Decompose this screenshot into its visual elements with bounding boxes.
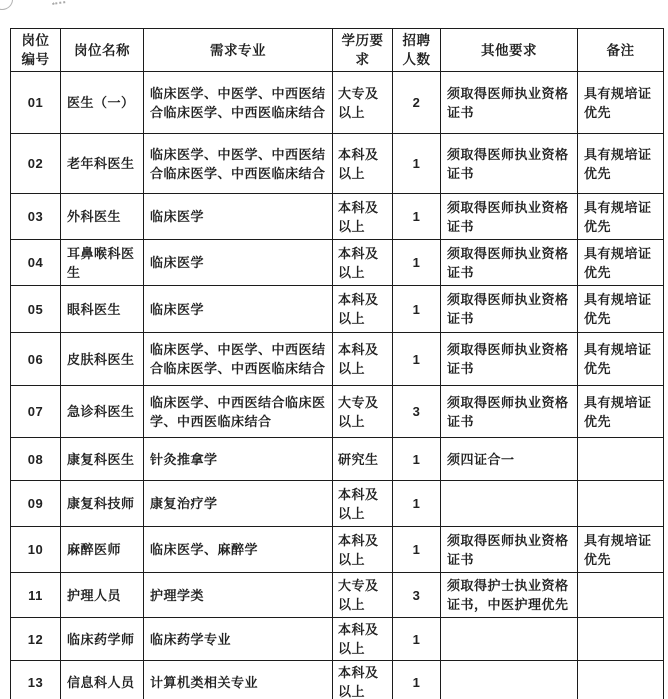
table-row — [11, 438, 664, 481]
cell-id: 10 — [11, 527, 61, 573]
cell-id: 01 — [11, 72, 61, 134]
cell-major: 临床医学 — [144, 240, 333, 286]
cell-major: 临床医学、麻醉学 — [144, 527, 333, 573]
cell-note — [578, 618, 664, 661]
cell-name: 老年科医生 — [61, 134, 144, 194]
cell-name: 医生（一） — [61, 72, 144, 134]
cell-id: 07 — [11, 386, 61, 438]
cell-other — [441, 481, 578, 527]
cell-name: 眼科医生 — [61, 286, 144, 333]
cell-other: 须取得医师执业资格证书 — [441, 134, 578, 194]
cell-other: 须取得医师执业资格证书 — [441, 333, 578, 386]
cell-note: 具有规培证优先 — [578, 194, 664, 240]
cell-id: 04 — [11, 240, 61, 286]
cell-name: 急诊科医生 — [61, 386, 144, 438]
table-row — [11, 72, 664, 134]
cell-count: 1 — [393, 438, 441, 481]
cell-note: 具有规培证优先 — [578, 72, 664, 134]
cell-major: 护理学类 — [144, 573, 333, 618]
cell-id: 05 — [11, 286, 61, 333]
cell-name: 康复科技师 — [61, 481, 144, 527]
cell-major: 临床药学专业 — [144, 618, 333, 661]
cell-count: 1 — [393, 286, 441, 333]
table-row — [11, 386, 664, 438]
cell-name: 麻醉医师 — [61, 527, 144, 573]
table-header-row — [11, 29, 664, 72]
cropped-mark-artifact — [52, 0, 66, 5]
cell-note — [578, 573, 664, 618]
cell-name: 护理人员 — [61, 573, 144, 618]
cell-id: 08 — [11, 438, 61, 481]
cell-major: 临床医学 — [144, 194, 333, 240]
cell-major: 康复治疗学 — [144, 481, 333, 527]
table-row — [11, 661, 664, 699]
cell-note: 具有规培证优先 — [578, 386, 664, 438]
cell-other: 须取得医师执业资格证书 — [441, 240, 578, 286]
cell-note — [578, 661, 664, 699]
cell-major: 临床医学、中医学、中西医结合临床医学、中西医临床结合 — [144, 72, 333, 134]
column-header-count: 招聘人数 — [393, 29, 441, 72]
cell-other: 须取得医师执业资格证书 — [441, 286, 578, 333]
cell-major: 针灸推拿学 — [144, 438, 333, 481]
column-header-other: 其他要求 — [441, 29, 578, 72]
column-header-id: 岗位编号 — [11, 29, 61, 72]
cell-major: 计算机类相关专业 — [144, 661, 333, 699]
cell-count: 1 — [393, 240, 441, 286]
cell-count: 3 — [393, 386, 441, 438]
cell-other: 须取得护士执业资格证书，中医护理优先 — [441, 573, 578, 618]
column-header-note: 备注 — [578, 29, 664, 72]
cell-name: 皮肤科医生 — [61, 333, 144, 386]
cell-id: 13 — [11, 661, 61, 699]
table-row — [11, 333, 664, 386]
cell-name: 耳鼻喉科医生 — [61, 240, 144, 286]
cell-other — [441, 661, 578, 699]
cell-count: 1 — [393, 134, 441, 194]
cell-note: 具有规培证优先 — [578, 286, 664, 333]
cell-other — [441, 618, 578, 661]
cell-id: 12 — [11, 618, 61, 661]
table-row — [11, 618, 664, 661]
cell-education: 本科及以上 — [333, 618, 393, 661]
cell-name: 康复科医生 — [61, 438, 144, 481]
cell-count: 1 — [393, 661, 441, 699]
cell-count: 1 — [393, 527, 441, 573]
cell-other: 须取得医师执业资格证书 — [441, 386, 578, 438]
cell-education: 大专及以上 — [333, 386, 393, 438]
cell-note: 具有规培证优先 — [578, 134, 664, 194]
cell-count: 1 — [393, 481, 441, 527]
cell-education: 本科及以上 — [333, 333, 393, 386]
table-row — [11, 134, 664, 194]
table-body — [11, 72, 664, 699]
cell-note: 具有规培证优先 — [578, 527, 664, 573]
table-header — [11, 29, 664, 72]
cell-education: 大专及以上 — [333, 72, 393, 134]
cell-other: 须四证合一 — [441, 438, 578, 481]
cell-id: 02 — [11, 134, 61, 194]
table-row — [11, 194, 664, 240]
cell-education: 本科及以上 — [333, 661, 393, 699]
cell-note: 具有规培证优先 — [578, 333, 664, 386]
table-row — [11, 573, 664, 618]
cell-count: 1 — [393, 333, 441, 386]
cell-major: 临床医学、中医学、中西医结合临床医学、中西医临床结合 — [144, 333, 333, 386]
cell-education: 大专及以上 — [333, 573, 393, 618]
cell-id: 06 — [11, 333, 61, 386]
column-header-name: 岗位名称 — [61, 29, 144, 72]
cell-major: 临床医学、中西医结合临床医学、中西医临床结合 — [144, 386, 333, 438]
cell-count: 1 — [393, 194, 441, 240]
cell-major: 临床医学、中医学、中西医结合临床医学、中西医临床结合 — [144, 134, 333, 194]
recruitment-positions-table — [10, 28, 664, 699]
cell-note — [578, 438, 664, 481]
cell-education: 本科及以上 — [333, 527, 393, 573]
cell-count: 2 — [393, 72, 441, 134]
cell-education: 本科及以上 — [333, 286, 393, 333]
cell-name: 临床药学师 — [61, 618, 144, 661]
cell-other: 须取得医师执业资格证书 — [441, 194, 578, 240]
table-row — [11, 527, 664, 573]
cell-education: 本科及以上 — [333, 194, 393, 240]
cell-note — [578, 481, 664, 527]
cell-id: 03 — [11, 194, 61, 240]
column-header-major: 需求专业 — [144, 29, 333, 72]
cell-name: 外科医生 — [61, 194, 144, 240]
cell-other: 须取得医师执业资格证书 — [441, 72, 578, 134]
cell-education: 本科及以上 — [333, 134, 393, 194]
table-row — [11, 481, 664, 527]
table-row — [11, 240, 664, 286]
cell-id: 11 — [11, 573, 61, 618]
cell-note: 具有规培证优先 — [578, 240, 664, 286]
column-header-education: 学历要求 — [333, 29, 393, 72]
cell-major: 临床医学 — [144, 286, 333, 333]
cell-other: 须取得医师执业资格证书 — [441, 527, 578, 573]
cell-id: 09 — [11, 481, 61, 527]
cropped-circle-artifact — [0, 0, 13, 10]
cell-name: 信息科人员 — [61, 661, 144, 699]
cell-count: 3 — [393, 573, 441, 618]
cell-count: 1 — [393, 618, 441, 661]
cell-education: 本科及以上 — [333, 240, 393, 286]
table-row — [11, 286, 664, 333]
cell-education: 本科及以上 — [333, 481, 393, 527]
cell-education: 研究生 — [333, 438, 393, 481]
